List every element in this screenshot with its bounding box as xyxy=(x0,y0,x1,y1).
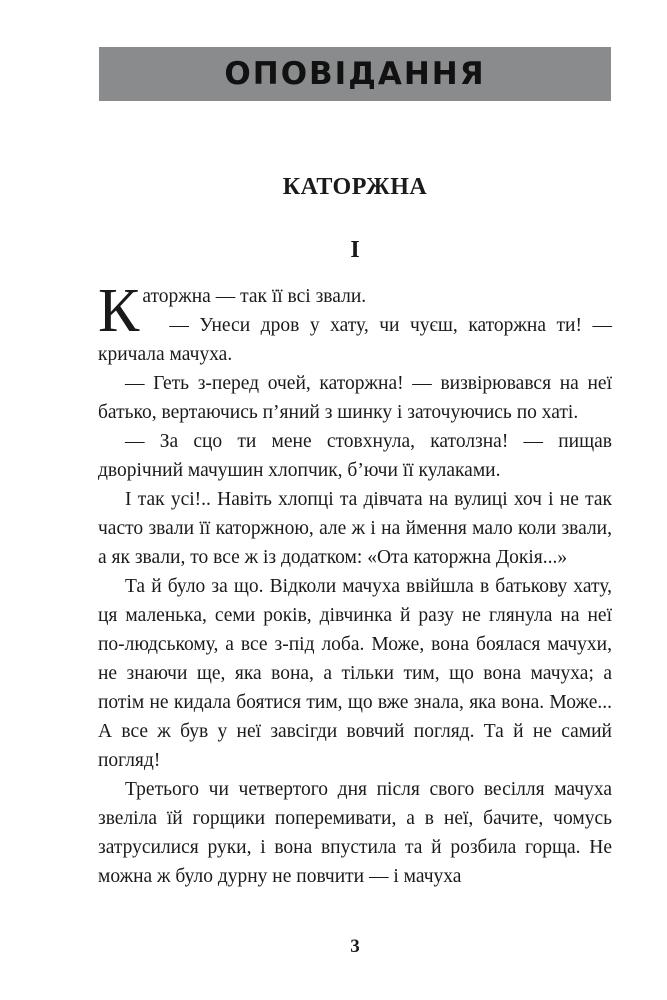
section-header-banner xyxy=(99,47,611,101)
story-body xyxy=(98,277,612,891)
page-number: 3 xyxy=(350,936,360,957)
paragraph: Третього чи четвертого дня після свого весілля мачуха звеліла їй горщики поперемивати, а в неї, бачите, чомусь затрусилися руки, і вона впустила та й розбила горща. Не можна ж було дурну не повчити — і мачуха xyxy=(98,779,612,887)
paragraph: — Геть з-перед очей, каторжна! — визвірювався на неї батько, вертаючись п’яний з шинку і заточуючись по хаті. xyxy=(98,373,612,423)
paragraph: І так усі!.. Навіть хлопці та дівчата на вулиці хоч і не так часто звали її каторжною, але ж і на ймення мало коли звали, а як звали, то все ж із додатком: «Ота каторжна Докія...» xyxy=(98,489,612,568)
story-title: КАТОРЖНА xyxy=(282,174,428,200)
paragraph: — Унеси дров у хату, чи чуєш, каторжна ти! — кричала мачуха. xyxy=(98,315,612,365)
paragraph-text: аторжна — так її всі звали. xyxy=(142,286,367,307)
paragraph: — За сцо ти мене стовхнула, католзна! — пищав дворічний мачушин хлопчик, б’ючи її кулаками. xyxy=(98,431,612,481)
drop-cap: К xyxy=(98,277,140,345)
chapter-number: І xyxy=(350,237,360,263)
section-title: ОПОВІДАННЯ xyxy=(224,56,486,92)
paragraph: Та й було за що. Відколи мачуха ввійшла в батькову хату, ця маленька, семи років, дівчинка й разу не глянула на неї по-людському, а все з-під лоба. Може, вона боялася мачухи, не знаючи ще, яка вона, а тільки тим, що вона мачуха; а потім не кидала боятися тим, що вже знала, яка вона. Може... А все ж був у неї завсігди вовчий погляд. Та й не самий погляд! xyxy=(98,576,612,771)
